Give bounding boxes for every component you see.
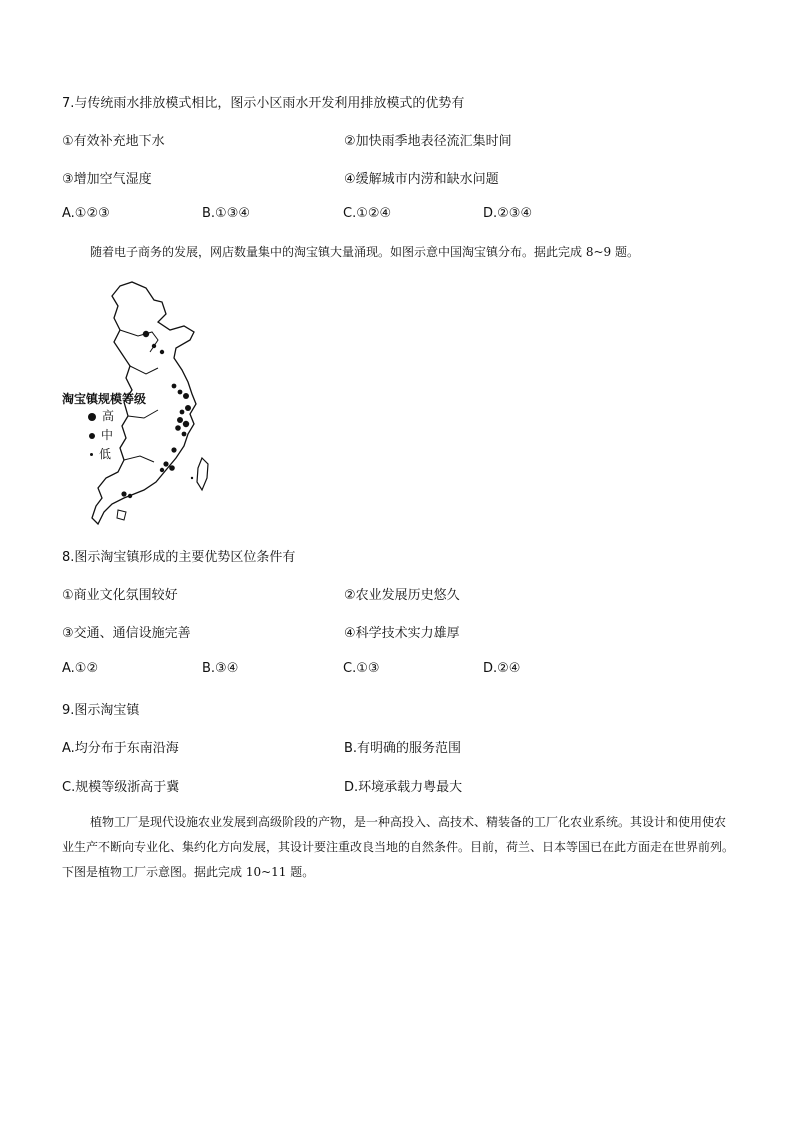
town-dot-medium <box>160 468 164 472</box>
intro-paragraph-2 <box>62 810 734 885</box>
town-dot-high <box>143 331 149 337</box>
legend-label-high: 高 <box>102 409 115 423</box>
town-dot-medium <box>128 494 132 498</box>
question-7-stem: 7.与传统雨水排放模式相比，图示小区雨水开发利用排放模式的优势有 <box>62 96 465 111</box>
town-dot-medium <box>152 344 156 348</box>
q9-choice-c[interactable]: C.规模等级浙高于冀 <box>62 780 180 795</box>
q7-item-1: ①有效补充地下水 <box>62 134 165 149</box>
question-8-stem: 8.图示淘宝镇形成的主要优势区位条件有 <box>62 550 296 565</box>
q7-choice-b[interactable]: B.①③④ <box>202 206 251 221</box>
map-legend <box>62 390 146 464</box>
legend-dot-high <box>88 413 96 421</box>
hainan-outline <box>117 510 126 520</box>
legend-dot-medium <box>89 433 95 439</box>
legend-row-low <box>88 445 146 464</box>
town-dot-high <box>183 393 189 399</box>
legend-dot-low <box>90 453 93 456</box>
town-dot-medium <box>121 491 126 496</box>
town-dot-medium <box>171 447 176 452</box>
q7-choice-a[interactable]: A.①②③ <box>62 206 110 221</box>
town-dot-high <box>177 417 183 423</box>
q9-choice-a[interactable]: A.均分布于东南沿海 <box>62 741 179 756</box>
town-dot-medium <box>163 461 168 466</box>
q8-item-1: ①商业文化氛围较好 <box>62 588 178 603</box>
question-9-stem: 9.图示淘宝镇 <box>62 703 140 718</box>
q7-item-2: ②加快雨季地表径流汇集时间 <box>344 134 512 149</box>
town-dot-high <box>185 405 191 411</box>
town-dot-medium <box>182 432 187 437</box>
q7-item-3: ③增加空气湿度 <box>62 172 152 187</box>
q7-item-4: ④缓解城市内涝和缺水问题 <box>344 172 499 187</box>
q8-choice-a[interactable]: A.①② <box>62 661 99 676</box>
intro-1-text: 随着电子商务的发展，网店数量集中的淘宝镇大量涌现。如图示意中国淘宝镇分布。据此完成 8~9 题。 <box>90 245 639 259</box>
town-dot-medium <box>160 350 164 354</box>
intro-paragraph-1 <box>62 240 734 265</box>
q8-choice-c[interactable]: C.①③ <box>343 661 380 676</box>
intro-2-text: 植物工厂是现代设施农业发展到高级阶段的产物，是一种高投入、高技术、精装备的工厂化农业系统。其设计和使用使农业生产不断向专业化、集约化方向发展，其设计要注重改良当地的自然条件。目前，荷兰、日本等国已在此方面走在世界前列。下图是植物工厂示意图。据此完成 10~11 题。 <box>62 815 735 879</box>
q9-choice-d[interactable]: D.环境承载力粤最大 <box>344 780 463 795</box>
q7-choice-d[interactable]: D.②③④ <box>483 206 533 221</box>
q7-choice-c[interactable]: C.①②④ <box>343 206 392 221</box>
legend-label-medium: 中 <box>101 428 114 442</box>
town-dot-high <box>169 465 175 471</box>
legend-row-medium <box>88 426 146 445</box>
town-dot-medium <box>180 410 185 415</box>
q8-item-3: ③交通、通信设施完善 <box>62 626 191 641</box>
town-dot-medium <box>178 390 183 395</box>
q8-item-2: ②农业发展历史悠久 <box>344 588 460 603</box>
q9-choice-b[interactable]: B.有明确的服务范围 <box>344 741 462 756</box>
town-dot-low <box>191 477 193 479</box>
legend-label-low: 低 <box>99 447 112 461</box>
q8-choice-d[interactable]: D.②④ <box>483 661 521 676</box>
town-dot-high <box>175 425 181 431</box>
legend-row-high <box>88 407 146 426</box>
taiwan-outline <box>197 458 208 490</box>
q8-choice-b[interactable]: B.③④ <box>202 661 239 676</box>
q8-item-4: ④科学技术实力雄厚 <box>344 626 460 641</box>
legend-title: 淘宝镇规模等级 <box>62 392 147 406</box>
town-dot-high <box>183 421 189 427</box>
town-dot-medium <box>172 384 177 389</box>
